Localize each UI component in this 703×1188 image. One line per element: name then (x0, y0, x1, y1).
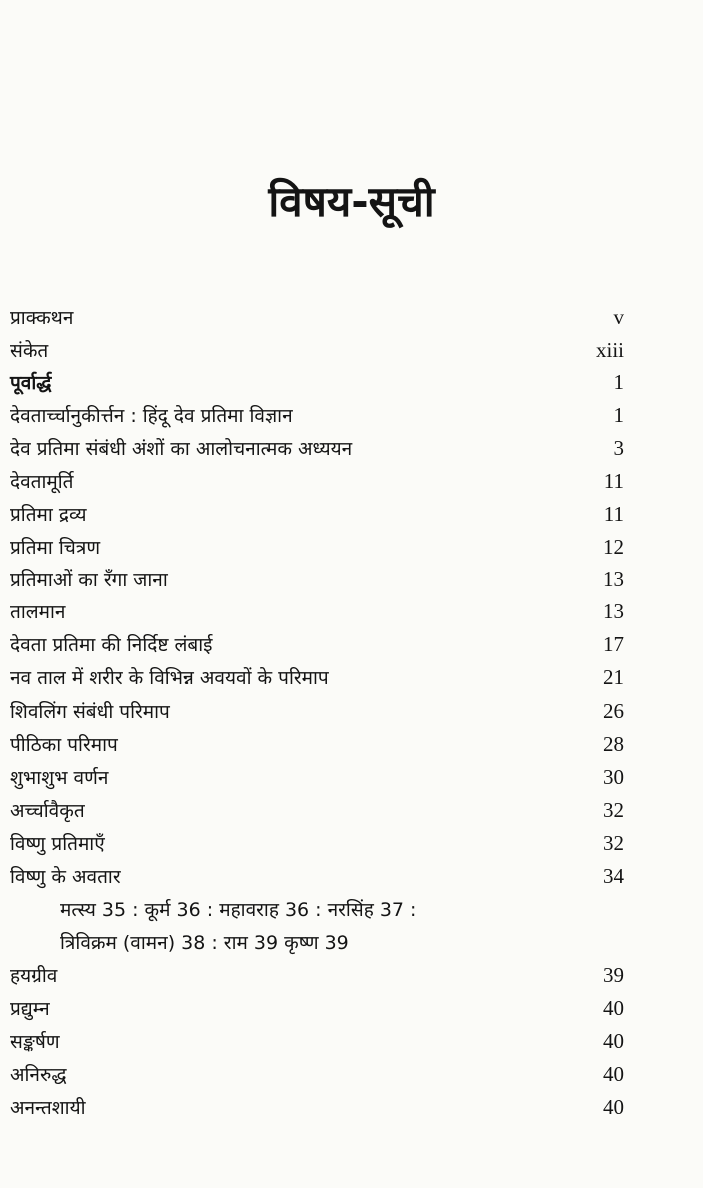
toc-entry-title: विष्णु के अवतार (10, 866, 121, 888)
toc-entry (10, 302, 624, 332)
toc-entry-title: शिवलिंग संबंधी परिमाप (10, 701, 170, 723)
toc-entry-page: 34 (603, 864, 624, 888)
toc-entry-page: 40 (603, 1095, 624, 1119)
toc-entry (10, 828, 624, 858)
toc-entry-page: 40 (603, 1062, 624, 1086)
toc-entry-title: हयग्रीव (10, 965, 58, 987)
toc-entry-title: प्राक्कथन (10, 307, 74, 329)
toc-entry-page: 40 (603, 996, 624, 1020)
toc-entry-title: प्रतिमा चित्रण (10, 537, 101, 559)
toc-entry-page: 40 (603, 1029, 624, 1053)
toc-entry (10, 1092, 624, 1122)
toc-entry-title: देव प्रतिमा संबंधी अंशों का आलोचनात्मक अध्ययन (10, 438, 353, 460)
toc-entry (10, 993, 624, 1023)
toc-entry-page: 12 (603, 535, 624, 559)
toc-entry-page: 17 (603, 632, 624, 656)
toc-entry-page: 21 (603, 665, 624, 689)
toc-entry-page: v (613, 305, 624, 329)
toc-entry-title: प्रतिमाओं का रँगा जाना (10, 569, 168, 591)
toc-entry-page: 1 (613, 370, 624, 394)
toc-entry-page: 32 (603, 831, 624, 855)
toc-entry (10, 861, 624, 891)
toc-entry-page: xiii (595, 338, 624, 362)
toc-entry-page: 1 (613, 403, 624, 427)
toc-entry (10, 960, 624, 990)
toc-entry (10, 400, 624, 430)
toc-entry (10, 532, 624, 562)
toc-entry (10, 564, 624, 594)
toc-entry-title: प्रद्युम्न (10, 998, 50, 1020)
toc-entry-page: 28 (603, 732, 624, 756)
toc-entry (10, 729, 624, 759)
toc-entry-page: 11 (603, 502, 624, 526)
toc-entry-title: अनन्तशायी (10, 1097, 86, 1119)
toc-entry-page: 13 (603, 567, 624, 591)
toc-entry (10, 696, 624, 726)
toc-entry-title: प्रतिमा द्रव्य (10, 504, 87, 526)
toc-entry-title: पूर्वार्द्ध (10, 372, 52, 394)
toc-entry (10, 499, 624, 529)
toc-entry-page: 3 (613, 436, 624, 460)
avatar-subentry-line: त्रिविक्रम (वामन) 38 : राम 39 कृष्ण 39 (60, 932, 349, 954)
toc-entry-title: देवतार्च्चानुकीर्त्तन : हिंदू देव प्रतिमा विज्ञान (10, 405, 293, 427)
toc-entry-page: 30 (603, 765, 624, 789)
toc-entry (10, 629, 624, 659)
toc-entry-title: संकेत (10, 340, 49, 362)
toc-entry-title: सङ्कर्षण (10, 1031, 60, 1053)
toc-entry-title: पीठिका परिमाप (10, 734, 118, 756)
toc-entry (10, 335, 624, 365)
toc-entry-page: 39 (603, 963, 624, 987)
toc-entry-page: 13 (603, 599, 624, 623)
toc-entry-title: शुभाशुभ वर्णन (10, 767, 109, 789)
toc-entry (10, 367, 624, 397)
toc-entry (10, 596, 624, 626)
toc-entry-title: नव ताल में शरीर के विभिन्न अवयवों के परिमाप (10, 667, 329, 689)
toc-entry-title: देवतामूर्ति (10, 471, 74, 493)
toc-entry (10, 662, 624, 692)
toc-entry (10, 795, 624, 825)
avatar-subentry-line: मत्स्य 35 : कूर्म 36 : महावराह 36 : नरसिंह 37 : (60, 899, 417, 921)
toc-entry-title: विष्णु प्रतिमाएँ (10, 833, 105, 855)
toc-entry (10, 1026, 624, 1056)
toc-entry-page: 26 (603, 699, 624, 723)
toc-entry-page: 11 (603, 469, 624, 493)
toc-entry (10, 466, 624, 496)
toc-entry (10, 433, 624, 463)
toc-entry-page: 32 (603, 798, 624, 822)
toc-entry (10, 1059, 624, 1089)
toc-entry-title: अनिरुद्ध (10, 1064, 67, 1086)
toc-entry (10, 762, 624, 792)
page-title: विषय-सूची (268, 177, 435, 226)
toc-entry-title: देवता प्रतिमा की निर्दिष्ट लंबाई (10, 634, 213, 656)
toc-entry-title: अर्च्चावैकृत (10, 800, 85, 822)
toc-entry-title: तालमान (10, 601, 66, 623)
